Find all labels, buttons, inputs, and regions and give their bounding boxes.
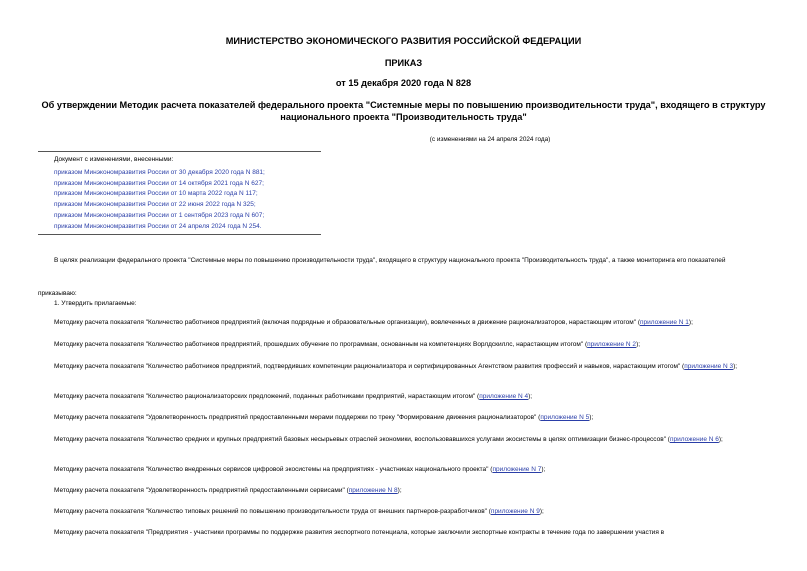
appendix-link[interactable]: приложение N 3 <box>684 363 734 370</box>
method-end: ); <box>397 487 402 494</box>
method-paragraph <box>38 465 770 475</box>
appendix-link[interactable]: приложение N 7 <box>492 466 542 473</box>
amendment-link[interactable]: приказом Минэкономразвития России от 22 июня 2022 года N 325; <box>54 201 256 209</box>
method-paragraph <box>38 413 770 423</box>
item-1: 1. Утвердить прилагаемые: <box>54 300 137 307</box>
method-paragraph <box>38 507 770 517</box>
method-paragraph <box>38 392 770 402</box>
method-end: ); <box>733 363 738 370</box>
order-date-number: от 15 декабря 2020 года N 828 <box>335 78 472 88</box>
method-text: Методику расчета показателя "Количество средних и крупных предприятий базовых несырьевых отраслей экономики, воспользовавшихся услугами экосистемы в целях оптимизации бизнес-процессов" ( <box>54 436 670 443</box>
changes-bottom-divider <box>38 234 321 235</box>
amendment-link[interactable]: приказом Минэкономразвития России от 10 марта 2022 года N 117; <box>54 190 258 198</box>
appendix-link[interactable]: приложение N 5 <box>540 414 590 421</box>
method-text: Методику расчета показателя "Количество внедренных сервисов цифровой экосистемы на предприятиях - участниках национального проекта" ( <box>54 466 493 473</box>
ministry-heading: МИНИСТЕРСТВО ЭКОНОМИЧЕСКОГО РАЗВИТИЯ РОССИЙСКОЙ ФЕДЕРАЦИИ <box>225 36 582 46</box>
method-paragraph <box>38 435 770 445</box>
appendix-link[interactable]: приложение N 6 <box>669 436 719 443</box>
method-end: ); <box>636 341 641 348</box>
method-text: Методику расчета показателя "Количество работников предприятий, подтвердивших компетенции рационализатора и сертифицированных Агентством развития профессий и навыков, нарастающим итогом" ( <box>54 363 685 370</box>
changes-top-divider <box>38 151 321 152</box>
amendment-link[interactable]: приказом Минэкономразвития России от 1 сентября 2023 года N 607; <box>54 211 265 219</box>
document-title: Об утверждении Методик расчета показателей федерального проекта "Системные меры по повышению производительности труда", входящего в структуру национального проекта "Производительность труда" <box>41 100 766 122</box>
document-type: ПРИКАЗ <box>384 58 423 68</box>
amended-note: (с изменениями на 24 апреля 2024 года) <box>429 136 551 143</box>
method-end: ); <box>688 319 693 326</box>
method-text: Методику расчета показателя "Количество рационализаторских предложений, поданных работниками предприятий, нарастающим итогом" ( <box>54 393 480 400</box>
amendment-link[interactable]: приказом Минэкономразвития России от 24 апреля 2024 года N 254. <box>54 222 262 230</box>
intro-paragraph: В целях реализации федерального проекта "Системные меры по повышению производительности труда", входящего в структуру национального проекта "Производительность труда", а также мониторинга его показателей <box>54 257 726 264</box>
appendix-link[interactable]: приложение N 2 <box>587 341 637 348</box>
method-text: Методику расчета показателя "Количество работников предприятий, прошедших обучение по программам, основанным на компетенциях Ворлдскиллс, нарастающим итогом" ( <box>54 341 588 348</box>
method-text: Методику расчета показателя "Удовлетворенность предприятий предоставленными мерами поддержки по треку "Формирование движения рационализаторов" ( <box>54 414 541 421</box>
method-paragraph <box>38 318 770 328</box>
order-word: приказываю: <box>38 290 77 297</box>
amendment-link[interactable]: приказом Минэкономразвития России от 14 октября 2021 года N 627; <box>54 179 264 187</box>
method-paragraph <box>38 340 770 350</box>
appendix-link[interactable]: приложение N 4 <box>479 393 529 400</box>
method-end: ); <box>539 508 544 515</box>
appendix-link[interactable]: приложение N 8 <box>348 487 398 494</box>
method-end: ); <box>589 414 594 421</box>
method-end: ); <box>541 466 546 473</box>
method-paragraph <box>38 362 770 372</box>
appendix-link[interactable]: приложение N 9 <box>490 508 540 515</box>
method-end: ); <box>718 436 723 443</box>
method-text: Методику расчета показателя "Количество работников предприятий (включая подрядные и образовательные организации), вовлеченных в движение рационализаторов, нарастающим итогом" ( <box>54 319 641 326</box>
amendment-link[interactable]: приказом Минэкономразвития России от 30 декабря 2020 года N 881; <box>54 169 265 176</box>
method-text: Методику расчета показателя "Количество типовых решений по повышению производительности труда от внешних партнеров-разработчиков" ( <box>54 508 491 515</box>
changes-list <box>54 168 265 232</box>
changes-heading: Документ с изменениями, внесенными: <box>54 156 174 163</box>
method-paragraph-partial: Методику расчета показателя "Предприятия - участники программы по поддержке развития экспортного потенциала, которые заключили экспортные контракты в течение года по завершении участия в <box>54 529 665 536</box>
method-paragraph <box>38 486 770 496</box>
method-text: Методику расчета показателя "Удовлетворенность предприятий предоставленными сервисами" ( <box>54 487 349 494</box>
appendix-link[interactable]: приложение N 1 <box>640 319 689 326</box>
method-end: ); <box>528 393 533 400</box>
